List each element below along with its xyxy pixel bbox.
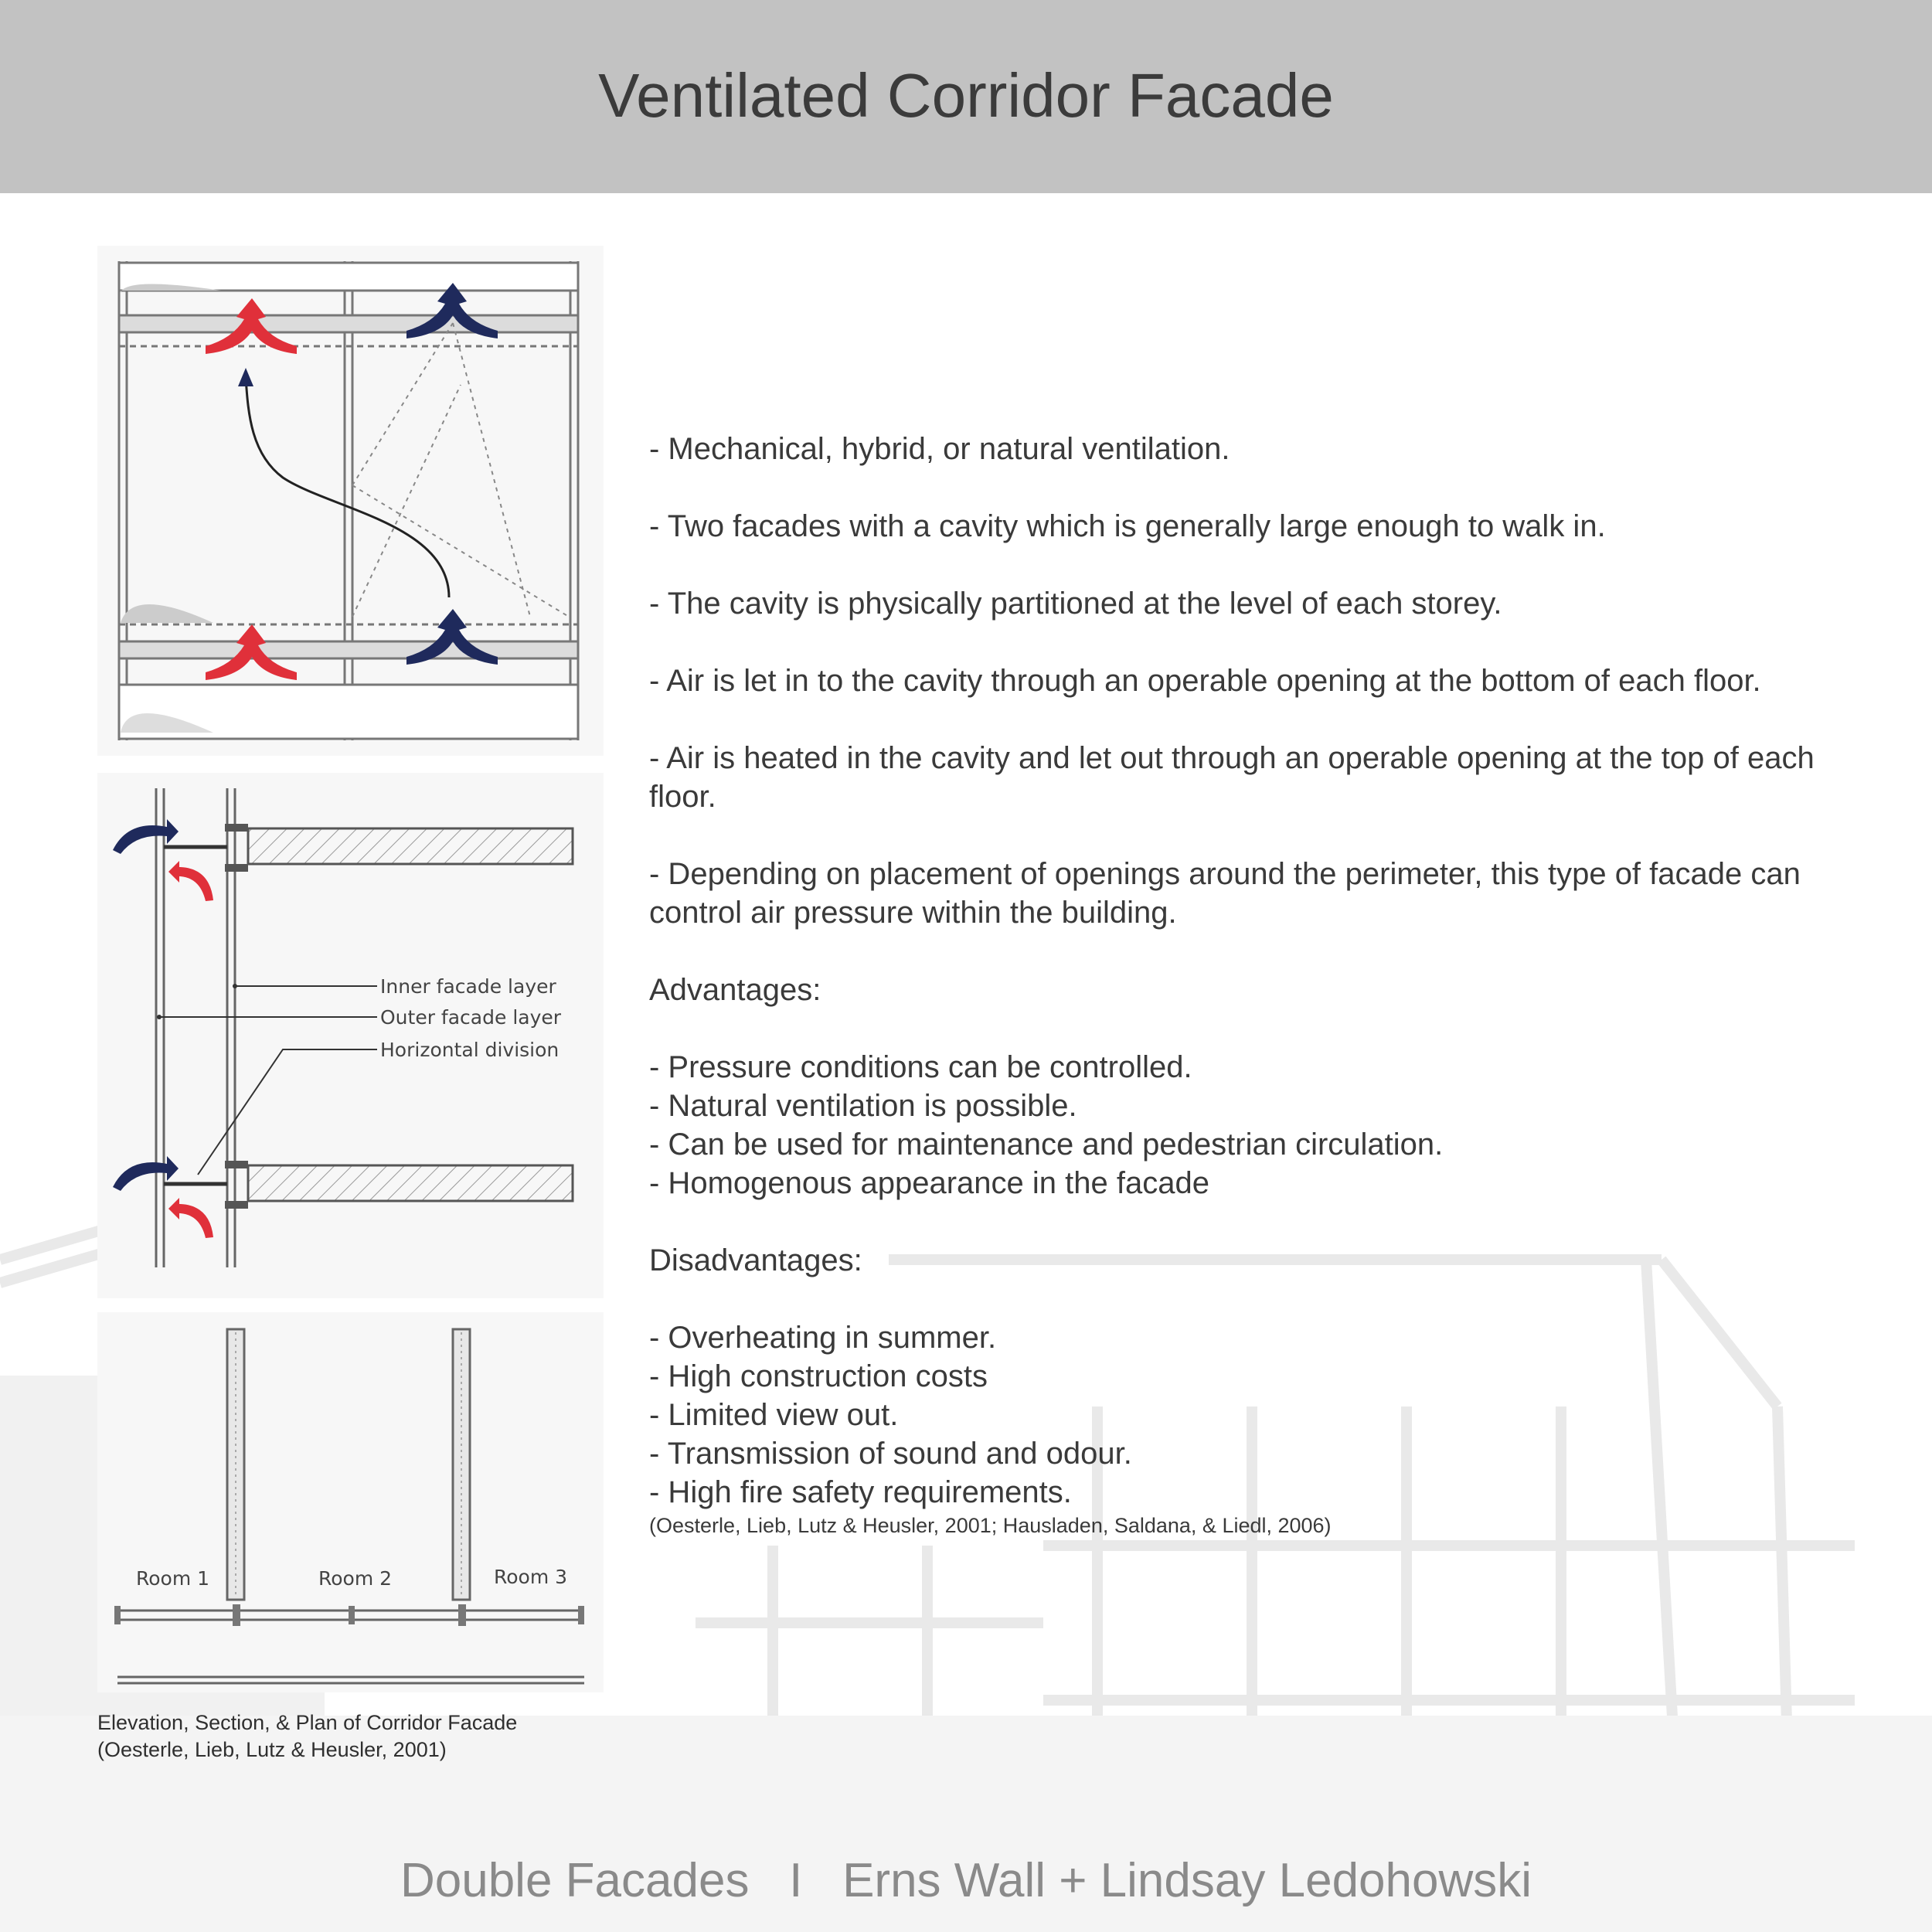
point-1: - Mechanical, hybrid, or natural ventilation. — [649, 432, 1230, 466]
label-outer-facade: Outer facade layer — [380, 1006, 562, 1029]
page-title: Ventilated Corridor Facade — [598, 61, 1334, 130]
disadvantages-heading: Disadvantages: — [649, 1243, 862, 1277]
body-text — [649, 430, 1839, 1539]
label-inner-facade: Inner facade layer — [380, 975, 556, 998]
footer-right: Erns Wall + Lindsay Ledohowski — [842, 1854, 1532, 1907]
advantage-item: - Can be used for maintenance and pedestrian circulation. — [649, 1128, 1444, 1162]
point-6: - Depending on placement of openings around the perimeter, this type of facade can control air pressure within the building. — [649, 857, 1801, 930]
point-2: - Two facades with a cavity which is generally large enough to walk in. — [649, 509, 1606, 543]
disadvantage-item: - Transmission of sound and odour. — [649, 1437, 1132, 1471]
footer-left: Double Facades — [400, 1854, 750, 1907]
advantage-item: - Natural ventilation is possible. — [649, 1089, 1077, 1123]
caption-line-2: (Oesterle, Lieb, Lutz & Heusler, 2001) — [97, 1738, 447, 1761]
point-3: - The cavity is physically partitioned at the level of each storey. — [649, 587, 1502, 621]
caption-line-1: Elevation, Section, & Plan of Corridor Facade — [97, 1711, 518, 1734]
figure-caption — [97, 1709, 517, 1764]
elevation-diagram — [97, 246, 604, 756]
section-diagram — [97, 773, 604, 1298]
footer — [0, 1853, 1932, 1908]
point-4: - Air is let in to the cavity through an operable opening at the bottom of each floor. — [649, 664, 1761, 698]
label-room-3: Room 3 — [494, 1566, 568, 1588]
label-room-2: Room 2 — [318, 1567, 393, 1590]
disadvantage-item: - High fire safety requirements. — [649, 1475, 1072, 1509]
label-horizontal-division: Horizontal division — [380, 1039, 560, 1061]
point-5: - Air is heated in the cavity and let out through an operable opening at the top of each floor. — [649, 741, 1815, 814]
disadvantage-item: - High construction costs — [649, 1359, 988, 1393]
disadvantage-item: - Overheating in summer. — [649, 1321, 997, 1355]
advantages-heading: Advantages: — [649, 973, 821, 1007]
footer-separator: I — [789, 1854, 803, 1907]
advantage-item: - Homogenous appearance in the facade — [649, 1166, 1209, 1200]
plan-diagram — [97, 1312, 604, 1692]
label-room-1: Room 1 — [136, 1567, 210, 1590]
advantage-item: - Pressure conditions can be controlled. — [649, 1050, 1192, 1084]
citation: (Oesterle, Lieb, Lutz & Heusler, 2001; Hausladen, Saldana, & Liedl, 2006) — [649, 1514, 1332, 1537]
disadvantage-item: - Limited view out. — [649, 1398, 899, 1432]
